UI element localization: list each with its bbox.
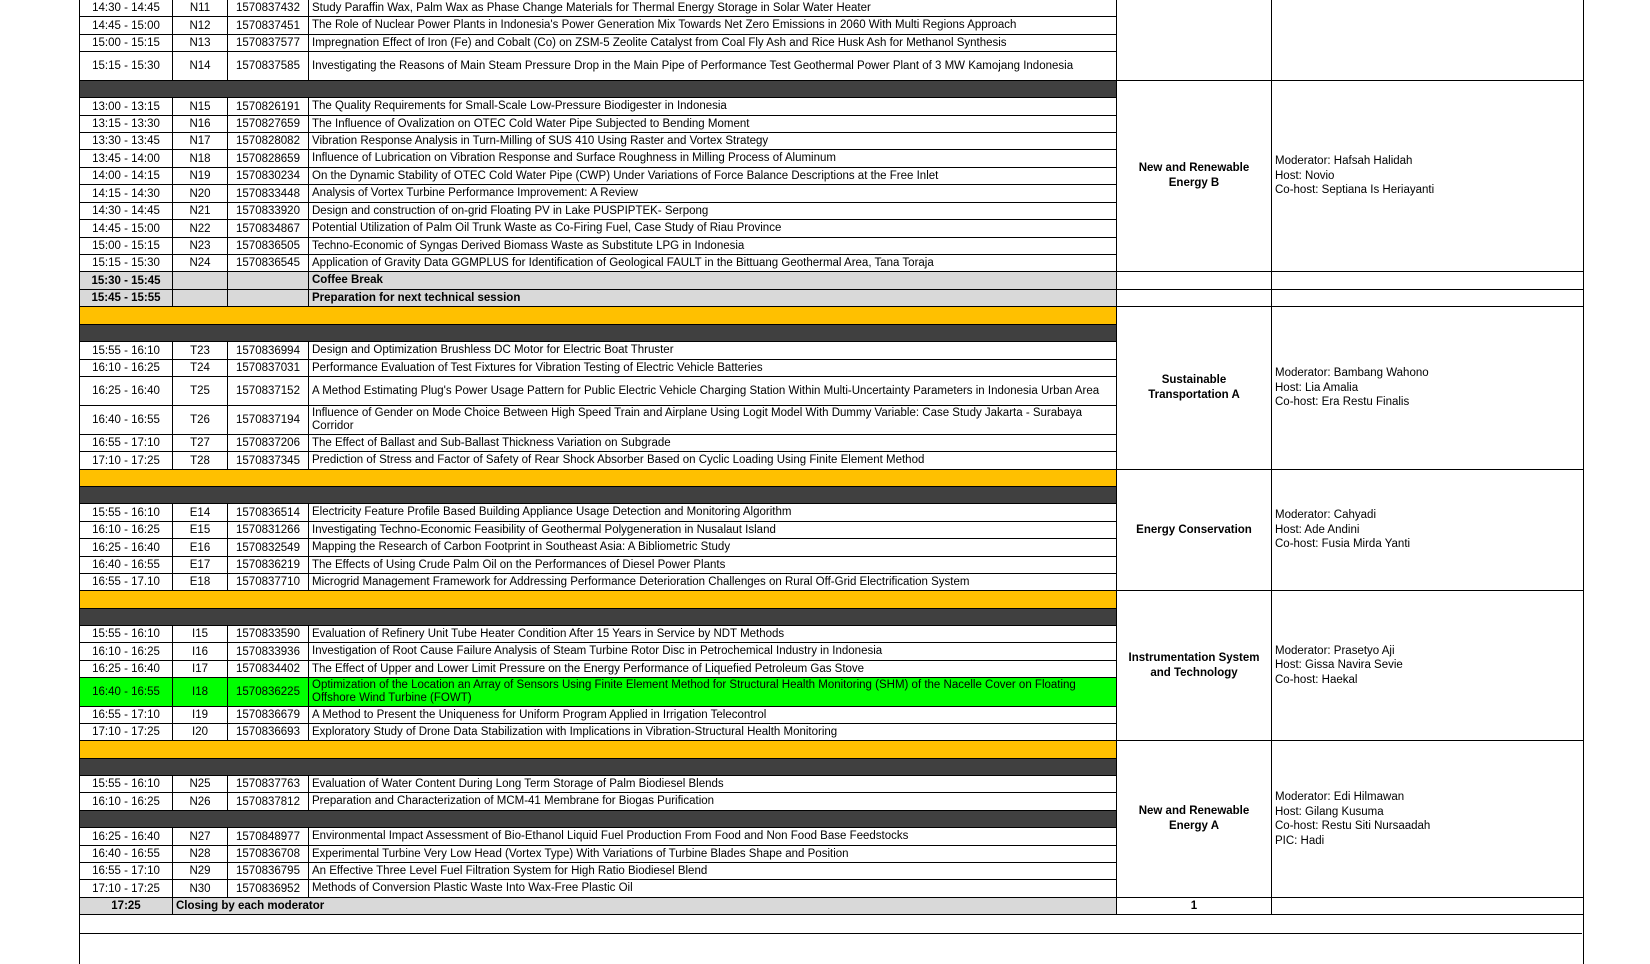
time-cell: 16:10 - 16:25 [80, 522, 173, 539]
table-row [80, 220, 1117, 238]
code-cell: T24 [173, 360, 228, 377]
table-row [80, 452, 1117, 470]
paper-id-cell: 1570834867 [228, 220, 309, 238]
staff-list [1275, 366, 1429, 410]
staff-line: Host: Gilang Kusuma [1275, 805, 1384, 818]
staff-cell [1272, 0, 1583, 81]
title-cell: Mapping the Research of Carbon Footprint in Southeast Asia: A Bibliometric Study [309, 539, 1117, 557]
room-name: New and Renewable Energy A [1138, 805, 1250, 832]
table-row [80, 360, 1117, 377]
time-cell: 14:30 - 14:45 [80, 0, 173, 17]
paper-id-cell: 1570837585 [228, 52, 309, 81]
time-cell: 16:40 - 16:55 [80, 678, 173, 707]
room-cell [1117, 898, 1272, 915]
time-cell: 15:00 - 15:15 [80, 238, 173, 255]
room-name: New and Renewable Energy B [1138, 162, 1250, 189]
mode-band [80, 759, 1117, 776]
title-cell: Prediction of Stress and Factor of Safety of Rear Shock Absorber Based on Cyclic Loading Using Finite Element Method [309, 452, 1117, 470]
break-row [80, 290, 1117, 307]
code-cell: N19 [173, 168, 228, 185]
paper-id-cell: 1570836994 [228, 342, 309, 360]
table-row [80, 255, 1117, 272]
title-cell: Study Paraffin Wax, Palm Wax as Phase Change Materials for Thermal Energy Storage in Solar Water Heater [309, 0, 1117, 17]
room-cell [1117, 470, 1272, 591]
time-cell: 14:45 - 15:00 [80, 220, 173, 238]
paper-id-cell: 1570828082 [228, 133, 309, 150]
table-row [80, 539, 1117, 557]
title-cell: On the Dynamic Stability of OTEC Cold Water Pipe (CWP) Under Variations of Force Balance Descriptions at the Free Inlet [309, 168, 1117, 185]
table-row [80, 793, 1117, 811]
closing-row [80, 898, 1117, 915]
staff-line: Moderator: Hafsah Halidah [1275, 155, 1413, 168]
title-cell: Design and construction of on-grid Floating PV in Lake PUSPIPTEK- Serpong [309, 203, 1117, 220]
title-cell: Investigating Techno-Economic Feasibility of Geothermal Polygeneration in Nusalaut Island [309, 522, 1117, 539]
table-row [80, 342, 1117, 360]
time-cell: 14:15 - 14:30 [80, 185, 173, 203]
paper-id-cell: 1570837451 [228, 17, 309, 35]
code-cell: T25 [173, 377, 228, 406]
room-cell [1117, 307, 1272, 470]
table-row [80, 724, 1117, 741]
code-cell: E14 [173, 504, 228, 522]
time-cell: 15:15 - 15:30 [80, 255, 173, 272]
code-cell: I17 [173, 661, 228, 678]
title-cell: A Method Estimating Plug's Power Usage Pattern for Public Electric Vehicle Charging Station Within Multi-Uncertainty Parameters in Indonesia Urban Area [309, 377, 1117, 406]
table-row [80, 776, 1117, 793]
paper-id-cell: 1570837812 [228, 793, 309, 811]
paper-id-cell: 1570836225 [228, 678, 309, 707]
code-cell: I19 [173, 707, 228, 724]
title-cell: Methods of Conversion Plastic Waste Into Wax-Free Plastic Oil [309, 880, 1117, 898]
table-row [80, 557, 1117, 574]
room-name: 1 [1190, 899, 1198, 912]
paper-id-cell: 1570837763 [228, 776, 309, 793]
title-cell: Exploratory Study of Drone Data Stabilization with Implications in Vibration-Structural Health Monitoring [309, 724, 1117, 741]
title-cell: Closing by each moderator [173, 898, 1117, 915]
staff-line: Co-host: Septiana Is Heriayanti [1275, 184, 1435, 197]
table-row [80, 150, 1117, 168]
title-cell: Influence of Lubrication on Vibration Response and Surface Roughness in Milling Process of Aluminum [309, 150, 1117, 168]
staff-line: Moderator: Bambang Wahono [1275, 367, 1429, 380]
paper-id-cell: 1570837432 [228, 0, 309, 17]
staff-list [1275, 508, 1410, 552]
title-cell: Evaluation of Refinery Unit Tube Heater Condition After 15 Years in Service by NDT Methods [309, 626, 1117, 643]
time-cell: 16:10 - 16:25 [80, 360, 173, 377]
title-cell: Techno-Economic of Syngas Derived Biomass Waste as Substitute LPG in Indonesia [309, 238, 1117, 255]
room-cell [1117, 272, 1272, 290]
section-header [80, 591, 1117, 609]
time-cell: 17:10 - 17:25 [80, 724, 173, 741]
staff-line: Co-host: Fusia Mirda Yanti [1275, 538, 1411, 551]
time-cell: 14:45 - 15:00 [80, 17, 173, 35]
staff-line: Co-host: Haekal [1275, 673, 1358, 686]
code-cell: N29 [173, 863, 228, 880]
table-row [80, 643, 1117, 661]
title-cell: Impregnation Effect of Iron (Fe) and Cobalt (Co) on ZSM-5 Zeolite Catalyst from Coal Fly Ash and Rice Husk Ash for Methanol Synthesis [309, 35, 1117, 52]
title-cell: Experimental Turbine Very Low Head (Vortex Type) With Variations of Turbine Blades Shape and Position [309, 846, 1117, 863]
code-cell [173, 272, 228, 290]
mode-band [80, 325, 1117, 342]
paper-id-cell: 1570837152 [228, 377, 309, 406]
time-cell: 13:00 - 13:15 [80, 98, 173, 116]
code-cell: N12 [173, 17, 228, 35]
title-cell: Design and Optimization Brushless DC Motor for Electric Boat Thruster [309, 342, 1117, 360]
mode-band [80, 81, 1117, 98]
room-name: Instrumentation System and Technology [1128, 651, 1260, 679]
table-row [80, 35, 1117, 52]
paper-id-cell: 1570836708 [228, 846, 309, 863]
staff-cell [1272, 898, 1583, 915]
staff-line: Host: Novio [1275, 169, 1335, 182]
code-cell: N24 [173, 255, 228, 272]
staff-line: Co-host: Era Restu Finalis [1275, 396, 1410, 409]
paper-id-cell: 1570830234 [228, 168, 309, 185]
title-cell: Analysis of Vortex Turbine Performance Improvement: A Review [309, 185, 1117, 203]
time-cell: 16:10 - 16:25 [80, 643, 173, 661]
paper-id-cell: 1570836679 [228, 707, 309, 724]
code-cell: N23 [173, 238, 228, 255]
paper-id-cell: 1570837206 [228, 435, 309, 452]
title-cell: Influence of Gender on Mode Choice Between High Speed Train and Airplane Using Logit Model With Dummy Variable: Case Study Jakarta - Surabaya Corridor [309, 406, 1117, 435]
time-cell: 13:15 - 13:30 [80, 116, 173, 133]
staff-line: Host: Lia Amalia [1275, 381, 1359, 394]
paper-id-cell: 1570837194 [228, 406, 309, 435]
code-cell: T27 [173, 435, 228, 452]
room-cell [1117, 741, 1272, 898]
title-cell: Preparation and Characterization of MCM-41 Membrane for Biogas Purification [309, 793, 1117, 811]
code-cell: N14 [173, 52, 228, 81]
table-row [80, 98, 1117, 116]
code-cell: N20 [173, 185, 228, 203]
section-header [80, 470, 1117, 487]
time-cell: 13:45 - 14:00 [80, 150, 173, 168]
paper-id-cell: 1570836505 [228, 238, 309, 255]
paper-id-cell: 1570833590 [228, 626, 309, 643]
title-cell: The Influence of Ovalization on OTEC Cold Water Pipe Subjected to Bending Moment [309, 116, 1117, 133]
code-cell: N11 [173, 0, 228, 17]
paper-id-cell: 1570828659 [228, 150, 309, 168]
time-cell: 16:55 - 17.10 [80, 574, 173, 591]
code-cell: I20 [173, 724, 228, 741]
staff-cell [1272, 290, 1583, 307]
time-cell: 16:55 - 17:10 [80, 863, 173, 880]
staff-line: Co-host: Restu Siti Nursaadah [1275, 820, 1431, 832]
code-cell: E16 [173, 539, 228, 557]
time-cell: 16:55 - 17:10 [80, 707, 173, 724]
code-cell: N13 [173, 35, 228, 52]
title-cell: Optimization of the Location an Array of Sensors Using Finite Element Method for Structural Health Monitoring (SHM) of the Nacelle Cover on Floating Offshore Wind Turbine (FOWT) [309, 678, 1117, 707]
staff-line: Host: Ade Andini [1275, 523, 1360, 536]
code-cell: N21 [173, 203, 228, 220]
time-cell: 16:40 - 16:55 [80, 557, 173, 574]
paper-id-cell: 1570837031 [228, 360, 309, 377]
title-cell: Potential Utilization of Palm Oil Trunk Waste as Co-Firing Fuel, Case Study of Riau Province [309, 220, 1117, 238]
code-cell: N25 [173, 776, 228, 793]
code-cell: I18 [173, 678, 228, 707]
paper-id-cell: 1570831266 [228, 522, 309, 539]
code-cell: T28 [173, 452, 228, 470]
paper-id-cell: 1570836219 [228, 557, 309, 574]
code-cell: N28 [173, 846, 228, 863]
time-cell: 15:55 - 16:10 [80, 776, 173, 793]
title-cell: Environmental Impact Assessment of Bio-Ethanol Liquid Fuel Production From Food and Non Food Base Feedstocks [309, 828, 1117, 846]
mode-band [80, 811, 1117, 828]
title-cell: The Effects of Using Crude Palm Oil on the Performances of Diesel Power Plants [309, 557, 1117, 574]
table-row [80, 185, 1117, 203]
paper-id-cell: 1570832549 [228, 539, 309, 557]
title-cell: The Quality Requirements for Small-Scale Low-Pressure Biodigester in Indonesia [309, 98, 1117, 116]
code-cell: I15 [173, 626, 228, 643]
table-row [80, 863, 1117, 880]
table-row [80, 828, 1117, 846]
paper-id-cell [228, 290, 309, 307]
title-cell: The Effect of Ballast and Sub-Ballast Thickness Variation on Subgrade [309, 435, 1117, 452]
title-cell: A Method to Present the Uniqueness for Uniform Program Applied in Irrigation Telecontrol [309, 707, 1117, 724]
section-header [80, 307, 1117, 325]
time-cell: 16:10 - 16:25 [80, 793, 173, 811]
room-name: Energy Conservation [1136, 523, 1252, 536]
paper-id-cell: 1570833920 [228, 203, 309, 220]
table-row [80, 522, 1117, 539]
time-cell: 16:25 - 16:40 [80, 661, 173, 678]
code-cell: N16 [173, 116, 228, 133]
staff-line: Moderator: Edi Hilmawan [1275, 791, 1405, 803]
mode-band [80, 609, 1117, 626]
title-cell: Investigation of Root Cause Failure Analysis of Steam Turbine Rotor Disc in Petrochemical Industry in Indonesia [309, 643, 1117, 661]
paper-id-cell: 1570837345 [228, 452, 309, 470]
table-row [80, 880, 1117, 898]
code-cell [173, 290, 228, 307]
staff-cell [1272, 591, 1583, 741]
time-cell: 17:10 - 17:25 [80, 880, 173, 898]
title-cell: Application of Gravity Data GGMPLUS for Identification of Geological FAULT in the Bittuang Geothermal Area, Tana Toraja [309, 255, 1117, 272]
code-cell: N30 [173, 880, 228, 898]
paper-id-cell: 1570836795 [228, 863, 309, 880]
title-cell: Coffee Break [309, 272, 1117, 290]
staff-cell [1272, 307, 1583, 470]
staff-line: Moderator: Cahyadi [1275, 509, 1376, 522]
paper-id-cell: 1570836514 [228, 504, 309, 522]
time-cell: 16:25 - 16:40 [80, 377, 173, 406]
time-cell: 17:10 - 17:25 [80, 452, 173, 470]
time-cell: 16:55 - 17:10 [80, 435, 173, 452]
code-cell: E18 [173, 574, 228, 591]
room-cell [1117, 290, 1272, 307]
staff-cell [1272, 272, 1583, 290]
paper-id-cell: 1570826191 [228, 98, 309, 116]
code-cell: E15 [173, 522, 228, 539]
table-row [80, 17, 1117, 35]
table-row [80, 203, 1117, 220]
table-row [80, 238, 1117, 255]
staff-cell [1272, 741, 1583, 898]
table-row [80, 661, 1117, 678]
title-cell: Performance Evaluation of Test Fixtures for Vibration Testing of Electric Vehicle Batteries [309, 360, 1117, 377]
paper-id-cell [228, 272, 309, 290]
time-cell: 17:25 [80, 898, 173, 915]
time-cell: 15:00 - 15:15 [80, 35, 173, 52]
time-cell: 15:55 - 16:10 [80, 504, 173, 522]
room-cell [1117, 81, 1272, 272]
table-row [80, 504, 1117, 522]
time-cell: 15:15 - 15:30 [80, 52, 173, 81]
time-cell: 15:55 - 16:10 [80, 626, 173, 643]
section-header [80, 741, 1117, 759]
title-cell: An Effective Three Level Fuel Filtration System for High Ratio Biodiesel Blend [309, 863, 1117, 880]
room-cell [1117, 0, 1272, 81]
code-cell: N17 [173, 133, 228, 150]
title-cell: The Role of Nuclear Power Plants in Indonesia's Power Generation Mix Towards Net Zero Emissions in 2060 With Multi Regions Approach [309, 17, 1117, 35]
staff-line: PIC: Hadi [1275, 834, 1325, 847]
time-cell: 15:30 - 15:45 [80, 272, 173, 290]
table-bottom-border [80, 933, 1582, 934]
code-cell: T26 [173, 406, 228, 435]
staff-list [1275, 154, 1434, 198]
staff-line: Host: Gissa Navira Sevie [1275, 659, 1403, 672]
table-row [80, 116, 1117, 133]
paper-id-cell: 1570833448 [228, 185, 309, 203]
code-cell: E17 [173, 557, 228, 574]
title-cell: Evaluation of Water Content During Long Term Storage of Palm Biodiesel Blends [309, 776, 1117, 793]
staff-cell [1272, 81, 1583, 272]
table-row [80, 707, 1117, 724]
paper-id-cell: 1570836952 [228, 880, 309, 898]
time-cell: 16:40 - 16:55 [80, 846, 173, 863]
paper-id-cell: 1570827659 [228, 116, 309, 133]
staff-list [1275, 790, 1430, 848]
table-row [80, 846, 1117, 863]
code-cell: N26 [173, 793, 228, 811]
table-row [80, 626, 1117, 643]
title-cell: Vibration Response Analysis in Turn-Milling of SUS 410 Using Raster and Vortex Strategy [309, 133, 1117, 150]
title-cell: Electricity Feature Profile Based Building Appliance Usage Detection and Monitoring Algorithm [309, 504, 1117, 522]
code-cell: N15 [173, 98, 228, 116]
code-cell: I16 [173, 643, 228, 661]
table-row [80, 435, 1117, 452]
time-cell: 16:25 - 16:40 [80, 539, 173, 557]
staff-line: Moderator: Prasetyo Aji [1275, 644, 1395, 657]
paper-id-cell: 1570833936 [228, 643, 309, 661]
time-cell: 15:55 - 16:10 [80, 342, 173, 360]
title-cell: The Effect of Upper and Lower Limit Pressure on the Energy Performance of Liquefied Petroleum Gas Stove [309, 661, 1117, 678]
table-row [80, 377, 1117, 406]
table-row [80, 678, 1117, 707]
table-row [80, 168, 1117, 185]
table-row [80, 133, 1117, 150]
title-cell: Investigating the Reasons of Main Steam Pressure Drop in the Main Pipe of Performance Test Geothermal Power Plant of 3 MW Kamojang Indonesia [309, 52, 1117, 81]
staff-list [1275, 644, 1403, 688]
room-name: Sustainable Transportation A [1148, 374, 1240, 401]
time-cell: 14:30 - 14:45 [80, 203, 173, 220]
paper-id-cell: 1570837710 [228, 574, 309, 591]
title-cell: Microgrid Management Framework for Addressing Performance Deterioration Challenges on Rural Off-Grid Electrification System [309, 574, 1117, 591]
title-cell: Preparation for next technical session [309, 290, 1117, 307]
table-row [80, 0, 1117, 17]
break-row [80, 272, 1117, 290]
schedule-table [79, 0, 1584, 964]
paper-id-cell: 1570836693 [228, 724, 309, 741]
code-cell: N18 [173, 150, 228, 168]
time-cell: 16:25 - 16:40 [80, 828, 173, 846]
time-cell: 14:00 - 14:15 [80, 168, 173, 185]
code-cell: T23 [173, 342, 228, 360]
paper-id-cell: 1570837577 [228, 35, 309, 52]
table-row [80, 574, 1117, 591]
time-cell: 13:30 - 13:45 [80, 133, 173, 150]
paper-id-cell: 1570848977 [228, 828, 309, 846]
paper-id-cell: 1570834402 [228, 661, 309, 678]
code-cell: N27 [173, 828, 228, 846]
mode-band [80, 487, 1117, 504]
staff-cell [1272, 470, 1583, 591]
code-cell: N22 [173, 220, 228, 238]
table-row [80, 406, 1117, 435]
time-cell: 16:40 - 16:55 [80, 406, 173, 435]
time-cell: 15:45 - 15:55 [80, 290, 173, 307]
paper-id-cell: 1570836545 [228, 255, 309, 272]
room-cell [1117, 591, 1272, 741]
table-row [80, 52, 1117, 81]
